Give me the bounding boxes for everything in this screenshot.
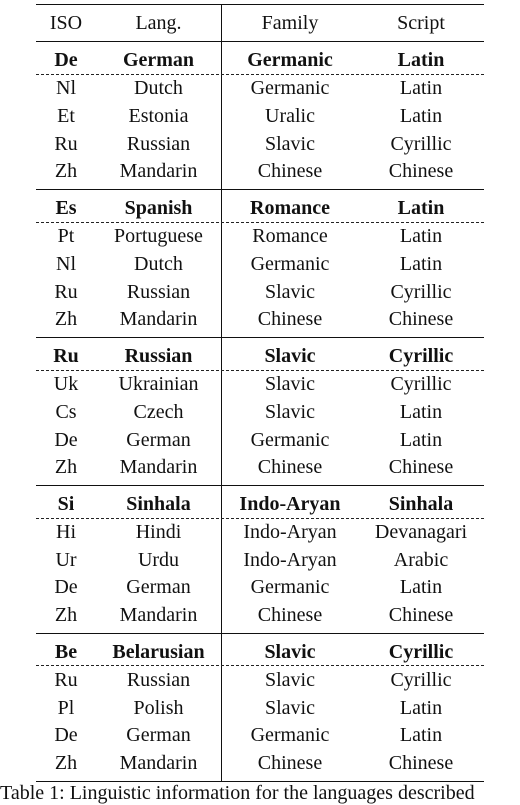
language-cell: Russian xyxy=(96,342,222,370)
script-cell: Latin xyxy=(399,576,443,599)
source-language-row xyxy=(36,453,484,481)
script-cell: Cyrillic xyxy=(390,373,452,396)
script-cell: Chinese xyxy=(388,456,454,479)
group-bottom-gap-cell xyxy=(222,777,358,781)
script-cell: Sinhala xyxy=(388,492,454,515)
iso-cell: Ru xyxy=(54,132,78,155)
iso-cell: De xyxy=(54,48,78,71)
language-cell: Polish xyxy=(96,694,222,722)
family-cell: Indo-Aryan xyxy=(243,521,337,544)
script-cell: Latin xyxy=(399,77,443,100)
source-language-row xyxy=(36,371,484,399)
source-language-row xyxy=(36,278,484,306)
source-language-row xyxy=(36,398,484,426)
source-language-row xyxy=(36,519,484,547)
target-language-row xyxy=(36,342,484,370)
language-cell: German xyxy=(96,722,222,750)
group-bottom-gap-cell xyxy=(96,481,222,485)
family-cell: Chinese xyxy=(257,308,323,331)
group-bottom-gap-cell xyxy=(96,629,222,633)
group-bottom-gap xyxy=(36,629,484,633)
group-bottom-gap-cell xyxy=(358,481,484,485)
script-cell: Chinese xyxy=(388,752,454,775)
iso-cell: Ur xyxy=(55,548,77,571)
iso-cell: Ru xyxy=(53,344,79,367)
source-language-row xyxy=(36,102,484,130)
family-cell: Slavic xyxy=(265,400,315,423)
language-cell: Mandarin xyxy=(96,601,222,629)
script-cell: Cyrillic xyxy=(390,669,452,692)
table-caption: Table 1: Linguistic information for the languages described xyxy=(0,782,475,804)
script-cell: Cyrillic xyxy=(388,640,454,663)
iso-cell: Zh xyxy=(54,604,78,627)
source-language-row xyxy=(36,601,484,629)
header-family: Family xyxy=(261,12,319,34)
iso-cell: Nl xyxy=(56,77,76,100)
script-cell: Devanagari xyxy=(374,521,468,544)
group-bottom-gap-cell xyxy=(36,777,96,781)
family-cell: Germanic xyxy=(250,724,330,747)
group-bottom-gap xyxy=(36,185,484,189)
script-cell: Latin xyxy=(399,696,443,719)
script-cell: Latin xyxy=(397,196,445,219)
target-language-row xyxy=(36,46,484,74)
group-bottom-gap-cell xyxy=(222,185,358,189)
family-cell: Germanic xyxy=(250,576,330,599)
family-cell: Slavic xyxy=(264,640,316,663)
language-cell: Ukrainian xyxy=(96,371,222,399)
target-language-row xyxy=(36,490,484,518)
family-cell: Germanic xyxy=(247,48,333,71)
family-cell: Slavic xyxy=(265,373,315,396)
target-language-row xyxy=(36,638,484,666)
iso-cell: Et xyxy=(57,104,75,127)
group-bottom-gap-cell xyxy=(36,481,96,485)
family-cell: Chinese xyxy=(257,604,323,627)
group-bottom-gap-cell xyxy=(358,333,484,337)
language-cell: Mandarin xyxy=(96,305,222,333)
script-cell: Cyrillic xyxy=(390,280,452,303)
source-language-row xyxy=(36,574,484,602)
family-cell: Romance xyxy=(250,196,330,219)
source-language-row xyxy=(36,546,484,574)
language-cell: Sinhala xyxy=(96,490,222,518)
language-cell: Hindi xyxy=(96,519,222,547)
language-cell: Dutch xyxy=(96,75,222,103)
group-bottom-gap xyxy=(36,333,484,337)
family-cell: Indo-Aryan xyxy=(243,548,337,571)
source-language-row xyxy=(36,250,484,278)
language-cell: Mandarin xyxy=(96,749,222,777)
iso-cell: Cs xyxy=(55,400,77,423)
header-iso: ISO xyxy=(49,12,83,34)
source-language-row xyxy=(36,426,484,454)
group-bottom-gap-cell xyxy=(358,629,484,633)
script-cell: Cyrillic xyxy=(390,132,452,155)
group-bottom-gap-cell xyxy=(36,185,96,189)
iso-cell: Zh xyxy=(54,160,78,183)
family-cell: Chinese xyxy=(257,456,323,479)
language-cell: Estonia xyxy=(96,102,222,130)
language-cell: Mandarin xyxy=(96,453,222,481)
language-table xyxy=(36,4,484,782)
script-cell: Arabic xyxy=(393,548,449,571)
language-cell: Russian xyxy=(96,278,222,306)
group-bottom-gap-cell xyxy=(222,333,358,337)
language-cell: German xyxy=(96,426,222,454)
source-language-row xyxy=(36,305,484,333)
group-bottom-gap-cell xyxy=(358,185,484,189)
source-language-row xyxy=(36,157,484,185)
script-cell: Cyrillic xyxy=(388,344,454,367)
family-cell: Slavic xyxy=(265,696,315,719)
family-cell: Germanic xyxy=(250,77,330,100)
language-cell: Czech xyxy=(96,398,222,426)
family-cell: Slavic xyxy=(265,669,315,692)
language-cell: Russian xyxy=(96,130,222,158)
group-bottom-gap-cell xyxy=(222,481,358,485)
family-cell: Slavic xyxy=(265,132,315,155)
table-header-row xyxy=(36,5,484,41)
iso-cell: Es xyxy=(55,196,77,219)
script-cell: Chinese xyxy=(388,160,454,183)
target-language-row xyxy=(36,194,484,222)
group-bottom-gap-cell xyxy=(36,333,96,337)
language-cell: Belarusian xyxy=(96,638,222,666)
source-language-row xyxy=(36,694,484,722)
script-cell: Latin xyxy=(399,724,443,747)
family-cell: Chinese xyxy=(257,160,323,183)
script-cell: Latin xyxy=(399,252,443,275)
language-cell: German xyxy=(96,574,222,602)
language-cell: Russian xyxy=(96,666,222,694)
group-bottom-gap xyxy=(36,777,484,781)
iso-cell: Si xyxy=(57,492,75,515)
source-language-row xyxy=(36,130,484,158)
source-language-row xyxy=(36,722,484,750)
script-cell: Chinese xyxy=(388,308,454,331)
iso-cell: Zh xyxy=(54,752,78,775)
source-language-row xyxy=(36,666,484,694)
group-bottom-gap-cell xyxy=(96,777,222,781)
iso-cell: Ru xyxy=(54,669,78,692)
language-cell: Mandarin xyxy=(96,157,222,185)
language-cell: Dutch xyxy=(96,250,222,278)
family-cell: Uralic xyxy=(265,104,315,127)
family-cell: Slavic xyxy=(264,344,316,367)
iso-cell: Be xyxy=(54,640,78,663)
language-cell: Portuguese xyxy=(96,223,222,251)
iso-cell: De xyxy=(54,428,78,451)
iso-cell: De xyxy=(54,576,78,599)
iso-cell: Pl xyxy=(57,696,75,719)
language-cell: Spanish xyxy=(96,194,222,222)
iso-cell: Ru xyxy=(54,280,78,303)
table-body xyxy=(36,41,484,782)
iso-cell: Uk xyxy=(53,373,79,396)
family-cell: Chinese xyxy=(257,752,323,775)
iso-cell: Pt xyxy=(57,225,75,248)
group-bottom-gap xyxy=(36,481,484,485)
iso-cell: Hi xyxy=(56,521,76,544)
family-cell: Slavic xyxy=(265,280,315,303)
family-cell: Germanic xyxy=(250,428,330,451)
group-bottom-gap-cell xyxy=(96,333,222,337)
iso-cell: Zh xyxy=(54,456,78,479)
header-lang: Lang. xyxy=(96,5,222,41)
language-cell: German xyxy=(96,46,222,74)
family-cell: Germanic xyxy=(250,252,330,275)
source-language-row xyxy=(36,749,484,777)
script-cell: Latin xyxy=(397,48,445,71)
script-cell: Latin xyxy=(399,428,443,451)
iso-cell: Nl xyxy=(56,252,76,275)
group-bottom-gap-cell xyxy=(222,629,358,633)
header-script: Script xyxy=(397,12,445,34)
iso-cell: De xyxy=(54,724,78,747)
script-cell: Chinese xyxy=(388,604,454,627)
source-language-row xyxy=(36,223,484,251)
iso-cell: Zh xyxy=(54,308,78,331)
script-cell: Latin xyxy=(399,104,443,127)
group-bottom-gap-cell xyxy=(96,185,222,189)
family-cell: Indo-Aryan xyxy=(239,492,341,515)
script-cell: Latin xyxy=(399,225,443,248)
family-cell: Romance xyxy=(252,225,328,248)
source-language-row xyxy=(36,75,484,103)
script-cell: Latin xyxy=(399,400,443,423)
language-cell: Urdu xyxy=(96,546,222,574)
group-bottom-gap-cell xyxy=(36,629,96,633)
group-bottom-gap-cell xyxy=(358,777,484,781)
